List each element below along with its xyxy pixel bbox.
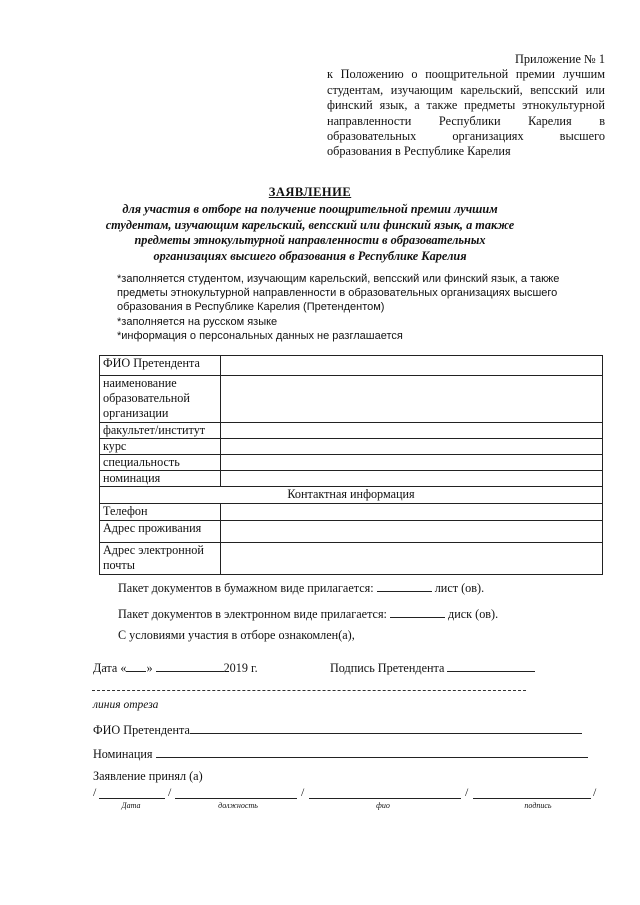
- date-month-field[interactable]: [156, 659, 224, 672]
- paper-docs-label: Пакет документов в бумажном виде прилагается:: [118, 581, 374, 595]
- table-row: [100, 487, 603, 504]
- separator-slash: /: [593, 785, 597, 799]
- applicant-signature-label: Подпись Претендента: [330, 661, 445, 675]
- specialty-field[interactable]: [221, 455, 603, 471]
- cut-nomination-field[interactable]: [156, 745, 588, 758]
- date-day-field[interactable]: [126, 659, 146, 672]
- nomination-field[interactable]: [221, 471, 603, 487]
- faculty-field[interactable]: [221, 423, 603, 439]
- applicant-info-table: [99, 355, 603, 575]
- appendix-block: [327, 52, 605, 160]
- row-label-fio: ФИО Претендента: [100, 356, 221, 376]
- address-field[interactable]: [221, 521, 603, 543]
- table-row: [100, 455, 603, 471]
- organization-field[interactable]: [221, 376, 603, 423]
- appendix-title: Приложение № 1: [514, 52, 605, 66]
- row-label-specialty: специальность: [100, 455, 221, 471]
- electronic-disks-count-field[interactable]: [390, 605, 445, 618]
- cut-nomination-line: [93, 745, 588, 762]
- accepted-signature-field[interactable]: [473, 785, 591, 799]
- note-applicant: *заполняется студентом, изучающим карельский, вепсский или финский язык, а также предметы этнокультурной направленности в образовательных организациях высшего образования в Республике Карелия (Претендентом): [117, 273, 560, 314]
- accepted-position-field[interactable]: [175, 785, 297, 799]
- accepted-date-field[interactable]: [99, 785, 165, 799]
- note-language: *заполняется на русском языке: [117, 315, 278, 328]
- notes-block: [117, 272, 605, 343]
- row-label-nomination: номинация: [100, 471, 221, 487]
- row-label-email: Адрес электронной почты: [100, 543, 221, 575]
- cut-fio-field[interactable]: [190, 721, 582, 734]
- paper-sheets-count-field[interactable]: [377, 579, 432, 592]
- caption-position: должность: [218, 801, 258, 810]
- applicant-signature-field[interactable]: [447, 659, 535, 672]
- phone-field[interactable]: [221, 504, 603, 521]
- document-subtitle: для участия в отборе на получение поощрительной премии лучшим студентам, изучающим карельский, вепсский или финский язык, а также предметы этнокультурной направленности в образовательных организациях высшего образования в Республике Карелия: [105, 202, 515, 263]
- agreement-text: С условиями участия в отборе ознакомлен(а),: [118, 628, 355, 642]
- table-row: [100, 543, 603, 575]
- document-title: ЗАЯВЛЕНИЕ: [268, 185, 352, 199]
- course-field[interactable]: [221, 439, 603, 455]
- separator-slash: /: [301, 785, 305, 799]
- date-year: 2019 г.: [223, 661, 258, 675]
- table-row: [100, 376, 603, 423]
- caption-date: Дата: [121, 801, 141, 810]
- cut-line: [92, 690, 526, 691]
- electronic-docs-line: [118, 605, 498, 622]
- electronic-docs-unit: диск (ов).: [448, 607, 499, 621]
- table-row: [100, 521, 603, 543]
- separator-slash: /: [465, 785, 469, 799]
- table-row: [100, 439, 603, 455]
- table-row: [100, 356, 603, 376]
- row-label-phone: Телефон: [100, 504, 221, 521]
- cut-line-label: линия отреза: [93, 699, 159, 711]
- table-row: [100, 471, 603, 487]
- accepted-fio-field[interactable]: [309, 785, 461, 799]
- cut-fio-label: ФИО Претендента: [93, 723, 190, 737]
- row-label-organization: наименование образовательной организации: [100, 376, 221, 423]
- date-line: [93, 659, 258, 676]
- appendix-body: к Положению о поощрительной премии лучшим студентам, изучающим карельский, вепсский или финский язык, а также предметы этнокультурной направленности Республики Карелия в образовательных организациях высшего образования в Республике Карелия: [327, 67, 605, 159]
- separator-slash: /: [168, 785, 172, 799]
- paper-docs-unit: лист (ов).: [434, 581, 485, 595]
- fio-field[interactable]: [221, 356, 603, 376]
- table-row: [100, 423, 603, 439]
- table-row: [100, 504, 603, 521]
- date-label: Дата «: [93, 661, 127, 675]
- contact-info-header: Контактная информация: [100, 487, 603, 504]
- row-label-course: курс: [100, 439, 221, 455]
- applicant-signature-line: [330, 659, 535, 676]
- paper-docs-line: [118, 579, 484, 596]
- caption-signature: подпись: [524, 801, 552, 810]
- row-label-faculty: факультет/институт: [100, 423, 221, 439]
- cut-fio-line: [93, 721, 582, 738]
- electronic-docs-label: Пакет документов в электронном виде прилагается:: [118, 607, 387, 621]
- document-heading: [100, 184, 520, 264]
- caption-fio: фио: [376, 801, 390, 810]
- separator-slash: /: [93, 785, 97, 799]
- accepted-by-label: Заявление принял (а): [93, 769, 203, 783]
- note-privacy: *информация о персональных данных не разглашается: [117, 329, 403, 342]
- cut-nomination-label: Номинация: [93, 747, 153, 761]
- row-label-address: Адрес проживания: [100, 521, 221, 543]
- email-field[interactable]: [221, 543, 603, 575]
- date-quote-close: »: [146, 661, 153, 675]
